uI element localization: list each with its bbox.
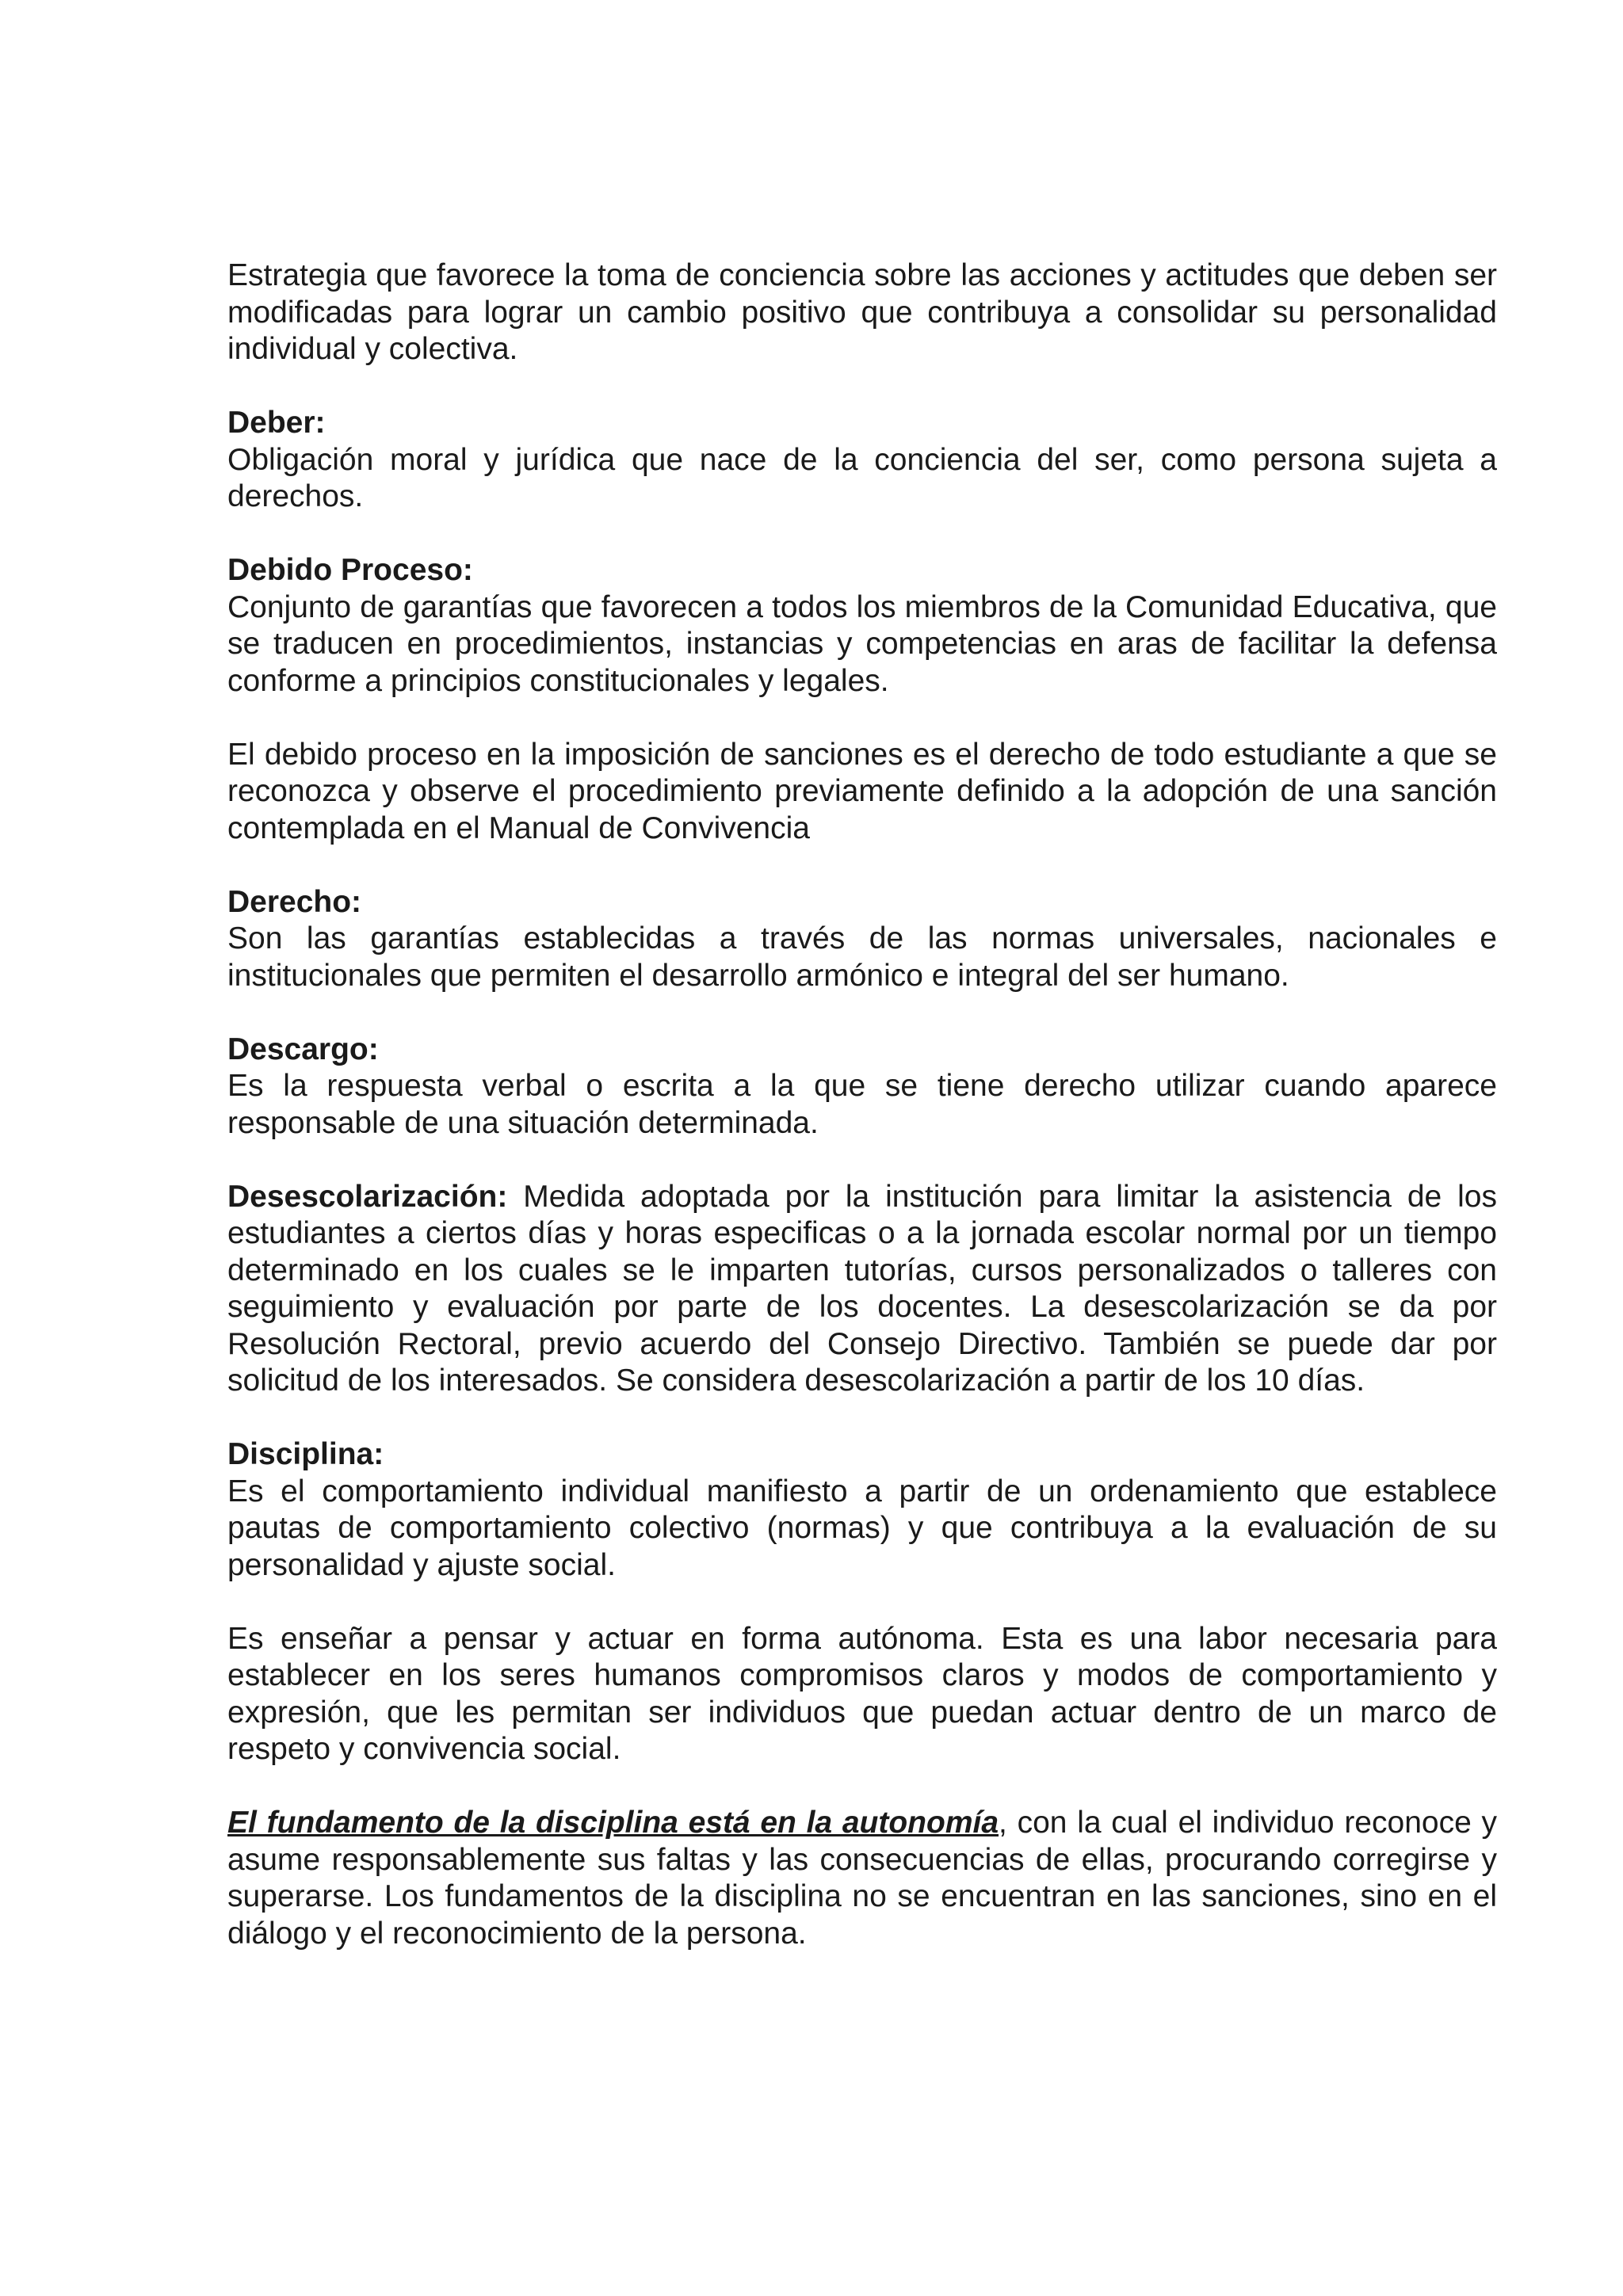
entry-desescolarizacion [227,1179,1497,1400]
paragraph-disciplina: Es enseñar a pensar y actuar en forma autónoma. Esta es una labor necesaria para establecer en los seres humanos compromisos claros y modos de comportamiento y expresión, que les permitan ser individuos que puedan actuar dentro de un marco de respeto y convivencia social. [227,1621,1497,1766]
term-desescolarizacion: Desescolarización: [227,1179,508,1214]
paragraph-debido-proceso: El debido proceso en la imposición de sanciones es el derecho de todo estudiante a que se reconozca y observe el procedimiento previamente definido a la adopción de una sanción contemplada en el Manual de Convivencia [227,737,1497,845]
term-deber: Deber: [227,406,326,440]
definition-deber: Obligación moral y jurídica que nace de la conciencia del ser, como persona sujeta a derechos. [227,442,1497,513]
definition-descargo: Es la respuesta verbal o escrita a la que se tiene derecho utilizar cuando aparece responsable de una situación determinada. [227,1069,1497,1140]
emphasis-fundamento: El fundamento de la disciplina está en la autonomía [227,1806,999,1840]
term-derecho: Derecho: [227,884,362,919]
entry-disciplina [227,1436,1497,1584]
definition-desescolarizacion: Medida adoptada por la institución para limitar la asistencia de los estudiantes a ciertos días y horas especificas o a la jornada escolar normal por un tiempo determinado en los cuales se le imparten tutorías, cursos personalizados o talleres con seguimiento y evaluación por parte de los docentes. La desescolarización se da por Resolución Rectoral, previo acuerdo del Consejo Directivo. También se puede dar por solicitud de los interesados. Se considera desescolarización a partir de los 10 días. [227,1179,1497,1398]
entry-deber [227,405,1497,516]
intro-paragraph: Estrategia que favorece la toma de conciencia sobre las acciones y actitudes que deben ser modificadas para lograr un cambio positivo que contribuya a consolidar su personalidad individual y colectiva. [227,258,1497,366]
entry-descargo [227,1032,1497,1142]
term-disciplina: Disciplina: [227,1437,384,1471]
paragraph-fundamento [227,1805,1497,1952]
term-descargo: Descargo: [227,1032,379,1066]
closing-fundamento: , con la cual el individuo reconoce y asume responsablemente sus faltas y las consecuencias de ellas, procurando corregirse y superarse. Los fundamentos de la disciplina no se encuentran en las sanciones, sino en el diálogo y el reconocimiento de la persona. [227,1806,1497,1951]
term-debido-proceso: Debido Proceso: [227,553,473,587]
definition-disciplina: Es el comportamiento individual manifiesto a partir de un ordenamiento que establece pautas de comportamiento colectivo (normas) y que contribuya a la evaluación de su personalidad y ajuste social. [227,1474,1497,1582]
entry-debido-proceso [227,552,1497,700]
definition-debido-proceso: Conjunto de garantías que favorecen a todos los miembros de la Comunidad Educativa, que se traducen en procedimientos, instancias y competencias en aras de facilitar la defensa conforme a principios constitucionales y legales. [227,589,1497,698]
definition-derecho: Son las garantías establecidas a través de las normas universales, nacionales e institucionales que permiten el desarrollo armónico e integral del ser humano. [227,921,1497,993]
entry-derecho [227,884,1497,995]
document-body [227,257,1497,1989]
